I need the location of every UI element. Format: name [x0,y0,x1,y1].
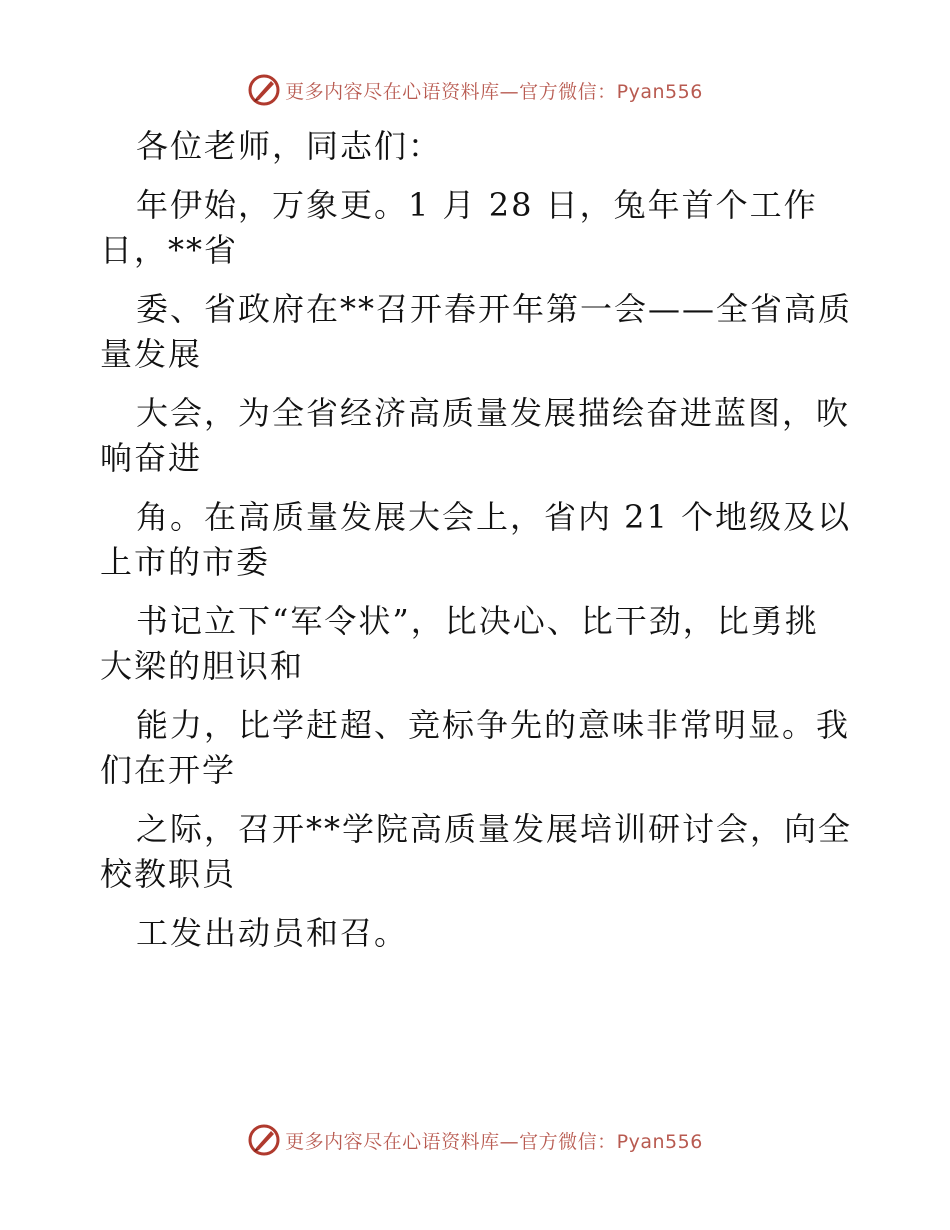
text-line: 角。在高质量发展大会上，省内 21 个地级及以 [136,498,852,536]
text-line: 大会，为全省经济高质量发展描绘奋进蓝图，吹 [136,394,851,432]
footer-watermark [0,1120,950,1160]
text-line: 量发展 [100,335,203,373]
text-line: 年伊始，万象更。1 月 28 日，兔年首个工作 [136,186,818,224]
text-line: 校教职员 [100,855,237,893]
document-body [100,124,860,956]
quill-logo-icon [247,1123,281,1157]
text-line: 上市的市委 [100,543,271,581]
text-line: 工发出动员和召。 [136,914,409,952]
text-line: 书记立下“军令状”，比决心、比干劲，比勇挑 [136,602,819,640]
salutation: 各位老师，同志们： [136,127,443,165]
text-line: 响奋进 [100,439,203,477]
watermark-text: 更多内容尽在心语资料库—官方微信：Pyan556 [285,80,703,103]
text-line: 能力，比学赶超、竞标争先的意味非常明显。我 [136,706,851,744]
text-line: 之际，召开**学院高质量发展培训研讨会，向全 [136,810,853,848]
text-line: 日，**省 [100,231,239,269]
text-line: 委、省政府在**召开春开年第一会——全省高质 [136,290,853,328]
text-line: 大梁的胆识和 [100,647,305,685]
quill-logo-icon [247,73,281,107]
text-line: 们在开学 [100,751,237,789]
header-watermark [0,70,950,110]
watermark-text: 更多内容尽在心语资料库—官方微信：Pyan556 [285,1130,703,1153]
